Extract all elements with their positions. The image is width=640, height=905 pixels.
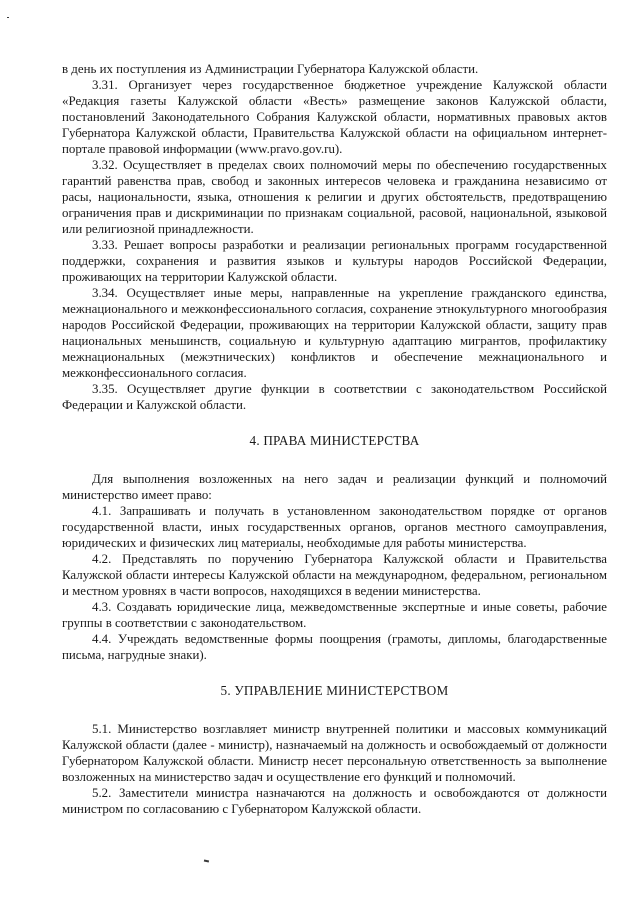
clause-3-33: 3.33. Решает вопросы разработки и реализации региональных программ государственной поддержки, сохранения и развития языков и культуры народов Российской Федерации, проживающих на территории Калужской области. bbox=[62, 238, 607, 284]
spacer bbox=[62, 699, 607, 721]
spacer bbox=[62, 449, 607, 471]
clause-3-32: 3.32. Осуществляет в пределах своих полномочий меры по обеспечению государственных гарантий равенства прав, свобод и законных интересов человека и гражданина независимо от расы, национальности, языка, отношения к религии и других обстоятельств, предотвращению ограничения прав и дискриминации по признакам социальной, расовой, национальной, языковой или религиозной принадлежности. bbox=[62, 158, 607, 236]
continued-paragraph: в день их поступления из Администрации Губернатора Калужской области. bbox=[62, 62, 479, 76]
scan-speck bbox=[204, 859, 209, 862]
clause-3-34: 3.34. Осуществляет иные меры, направленные на укрепление гражданского единства, межнационального и межконфессионального согласия, сохранение этнокультурного многообразия народов Российской Федерации, проживающих на территории Калужской области, защиту прав национальных меньшинств, социальную и культурную адаптацию мигрантов, профилактику межнациональных (межэтнических) конфликтов и обеспечение межнационального и межконфессионального согласия. bbox=[62, 286, 607, 380]
section-4-heading: 4. ПРАВА МИНИСТЕРСТВА bbox=[249, 433, 420, 448]
clause-4-3: 4.3. Создавать юридические лица, межведомственные экспертные и иные советы, рабочие группы в соответствии с законодательством. bbox=[62, 600, 607, 630]
clause-4-1: 4.1. Запрашивать и получать в установленном законодательством порядке от органов государственной власти, иных государственных органов, органов местного самоуправления, юридических и физических лиц материалы, необходимые для работы министерства. bbox=[62, 504, 607, 550]
section-5-heading: 5. УПРАВЛЕНИЕ МИНИСТЕРСТВОМ bbox=[220, 683, 449, 698]
scan-speck bbox=[7, 17, 9, 18]
scan-speck bbox=[279, 550, 281, 551]
clause-4-2: 4.2. Представлять по поручению Губернатора Калужской области и Правительства Калужской области интересы Калужской области на международном, федеральном, региональном и местном уровнях в части вопросов, находящихся в ведении министерства. bbox=[62, 552, 607, 598]
clause-5-1: 5.1. Министерство возглавляет министр внутренней политики и массовых коммуникаций Калужской области (далее - министр), назначаемый на должность и освобождаемый от должности Губернатором Калужской области. Министр несет персональную ответственность за выполнение возложенных на министерство задач и осуществление его функций и полномочий. bbox=[62, 722, 607, 784]
document-body bbox=[62, 61, 607, 817]
clause-5-2: 5.2. Заместители министра назначаются на должность и освобождаются от должности министром по согласованию с Губернатором Калужской области. bbox=[62, 786, 607, 816]
clause-4-4: 4.4. Учреждать ведомственные формы поощрения (грамоты, дипломы, благодарственные письма, нагрудные знаки). bbox=[62, 632, 607, 662]
section-4-intro: Для выполнения возложенных на него задач и реализации функций и полномочий министерство имеет право: bbox=[62, 472, 607, 502]
spacer bbox=[62, 413, 607, 433]
clause-3-31: 3.31. Организует через государственное бюджетное учреждение Калужской области «Редакция газеты Калужской области «Весть» размещение законов Калужской области, постановлений Законодательного Собрания Калужской области, нормативных правовых актов Губернатора Калужской области, Правительства Калужской области на официальном интернет-портале правовой информации (www.pravo.gov.ru). bbox=[62, 78, 607, 156]
clause-3-35: 3.35. Осуществляет другие функции в соответствии с законодательством Российской Федерации и Калужской области. bbox=[62, 382, 607, 412]
spacer bbox=[62, 663, 607, 683]
